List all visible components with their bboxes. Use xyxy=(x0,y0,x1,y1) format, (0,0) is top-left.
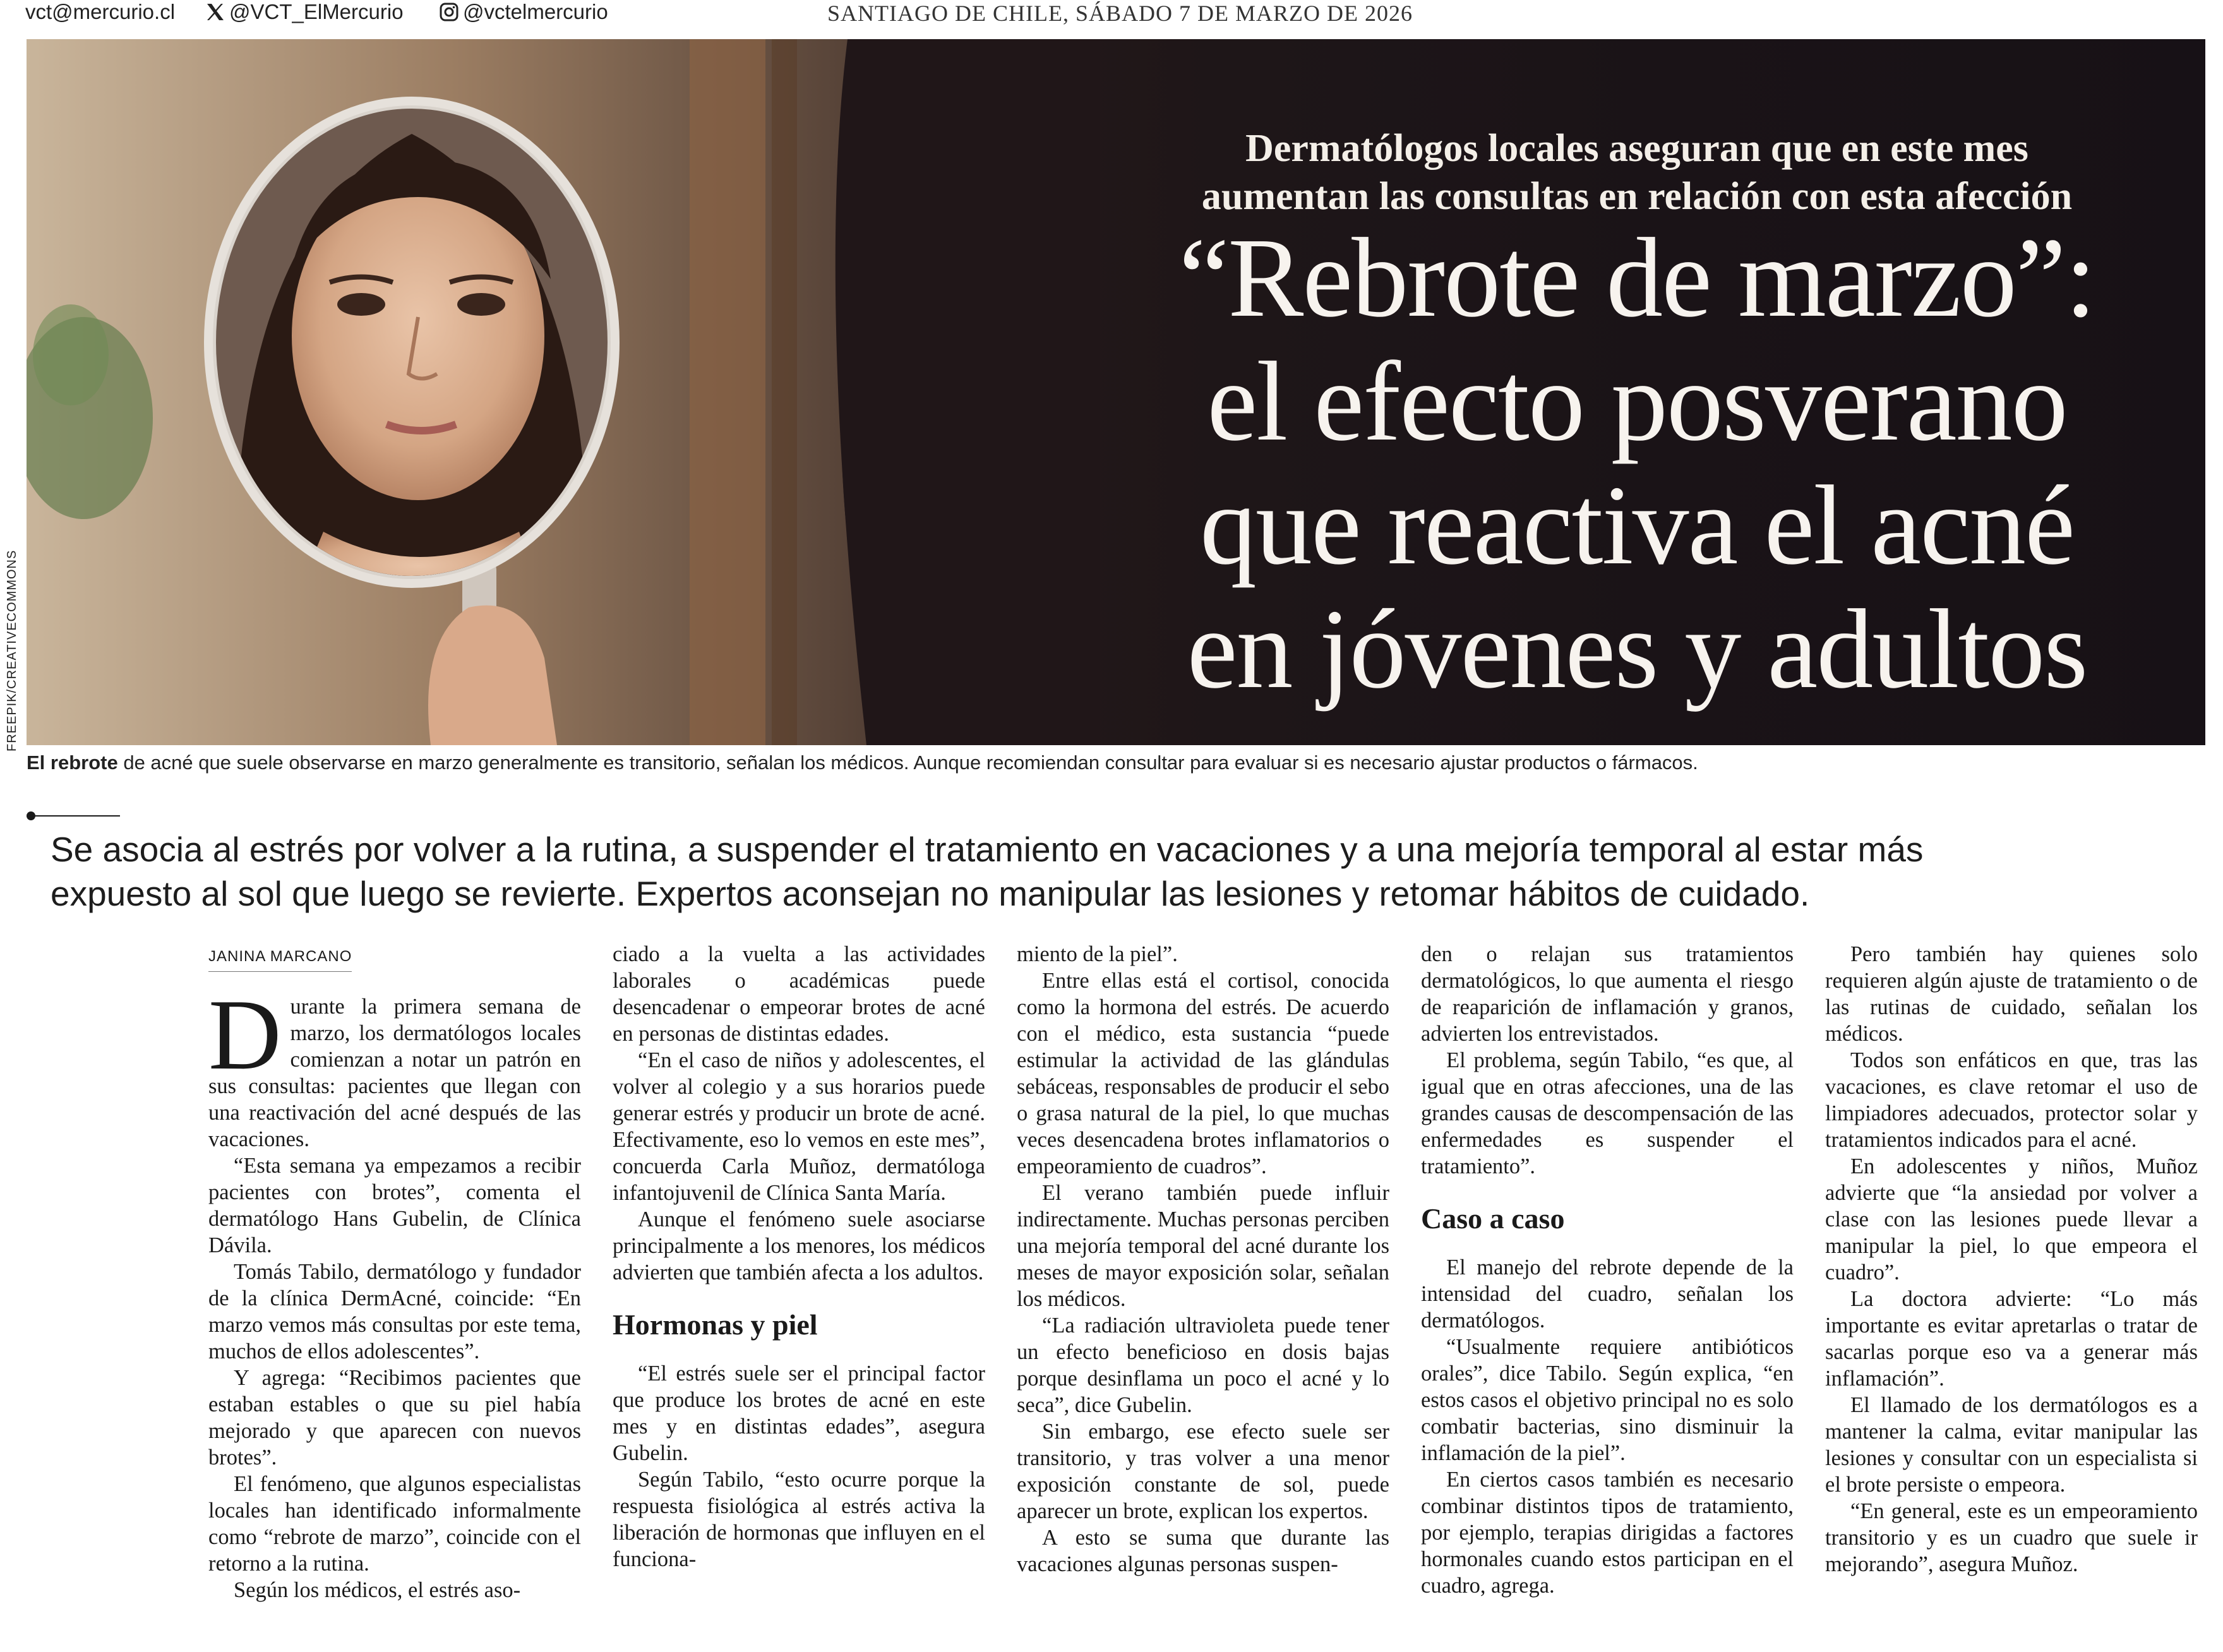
photo-caption xyxy=(27,751,2199,774)
article-column-2 xyxy=(613,941,985,1572)
headline-line-4: en jóvenes y adultos xyxy=(1187,586,2087,712)
article-column-4 xyxy=(1421,941,1794,1599)
paragraph: den o relajan sus tratamientos dermatológicos, lo que aumenta el riesgo de reaparición de inflamación y granos, advierten los entrevistados. xyxy=(1421,942,1794,1046)
headline-line-2: el efecto posverano xyxy=(1207,338,2067,464)
summary-line-2: expuesto al sol que luego se revierte. Expertos aconsejan no manipular las lesiones y retomar hábitos de cuidado. xyxy=(51,874,1810,913)
instagram-handle: @vctelmercurio xyxy=(463,0,608,23)
paragraph: Todos son enfáticos en que, tras las vacaciones, es clave retomar el uso de limpiadores adecuados, protector solar y tratamientos indicados para el acné. xyxy=(1825,1048,2198,1152)
article-column-1 xyxy=(208,941,581,1603)
paragraph: En ciertos casos también es necesario combinar distintos tipos de tratamiento, por ejemplo, terapias dirigidas a factores hormonales cuando estos participan en el cuadro, agrega. xyxy=(1421,1468,1794,1598)
article-column-5 xyxy=(1825,941,2198,1577)
headline xyxy=(1113,216,2161,711)
paragraph: El problema, según Tabilo, “es que, al igual que en otras afecciones, una de las grandes causas de descompensación de las enfermedades es suspender el tratamiento”. xyxy=(1421,1048,1794,1178)
x-handle: @VCT_ElMercurio xyxy=(229,0,404,23)
paragraph: La doctora advierte: “Lo más importante es evitar apretarlas o tratar de sacarlas porque eso va a generar más inflamación”. xyxy=(1825,1287,2198,1391)
kicker xyxy=(1113,124,2161,220)
paragraph: El fenómeno, que algunos especialistas locales han identificado informalmente como “rebrote de marzo”, coincide con el retorno a la rutina. xyxy=(208,1472,581,1576)
paragraph: Y agrega: “Recibimos pacientes que estaban estables o que su piel había mejorado y que aparecen con nuevos brotes”. xyxy=(208,1366,581,1469)
paragraph: Tomás Tabilo, dermatólogo y fundador de la clínica DermAcné, coincide: “En marzo vemos más consultas por este tema, muchos de ellos adolescentes”. xyxy=(208,1260,581,1363)
hero-photo xyxy=(27,39,2205,745)
paragraph: El verano también puede influir indirectamente. Muchas personas perciben una mejoría temporal del acné durante los meses de mayor exposición solar, señalan los médicos. xyxy=(1017,1181,1389,1311)
paragraph: Según Tabilo, “esto ocurre porque la respuesta fisiológica al estrés activa la liberación de hormonas que influyen en el funciona- xyxy=(613,1468,985,1571)
paragraph: A esto se suma que durante las vacaciones algunas personas suspen- xyxy=(1017,1526,1389,1576)
paragraph: urante la primera semana de marzo, los dermatólogos locales comienzan a notar un patrón en sus consultas: pacientes que llegan con una reactivación del acné después de las vacaciones. xyxy=(208,995,581,1151)
subhead-hormonas: Hormonas y piel xyxy=(613,1308,818,1341)
woman-mirror-photo xyxy=(27,39,1100,745)
photo-credit xyxy=(5,549,24,751)
paragraph: “Esta semana ya empezamos a recibir pacientes con brotes”, comenta el dermatólogo Hans Gubelin, de Clínica Dávila. xyxy=(208,1154,581,1257)
paragraph: “Usualmente requiere antibióticos orales”, dice Tabilo. Según explica, “en estos casos el objetivo principal no es solo combatir bacterias, sino disminuir la inflamación de la piel”. xyxy=(1421,1335,1794,1465)
paragraph: Aunque el fenómeno suele asociarse principalmente a los menores, los médicos advierten que también afecta a los adultos. xyxy=(613,1207,985,1284)
paragraph: miento de la piel”. xyxy=(1017,942,1178,966)
instagram-handle-group[interactable] xyxy=(439,0,608,24)
paragraph: Pero también hay quienes solo requieren algún ajuste de tratamiento o de las rutinas de cuidado, señalan los médicos. xyxy=(1825,942,2198,1046)
masthead-bar xyxy=(25,0,2198,28)
paragraph: Entre ellas está el cortisol, conocida como la hormona del estrés. De acuerdo con el médico, esta sustancia “puede estimular la actividad de las glándulas sebáceas, responsables de producir el sebo o grasa natural de la piel, lo que muchas veces desencadena brotes inflamatorios o empeoramiento de cuadros”. xyxy=(1017,969,1389,1178)
summary-line-1: Se asocia al estrés por volver a la rutina, a suspender el tratamiento en vacaciones y a una mejoría temporal al estar más xyxy=(51,830,1924,869)
paragraph: “En el caso de niños y adolescentes, el volver al colegio y a sus horarios puede generar estrés y producir un brote de acné. Efectivamente, eso lo vemos en este mes”, concuerda Carla Muñoz, dermatóloga infantojuvenil de Clínica Santa María. xyxy=(613,1048,985,1205)
paragraph: Según los médicos, el estrés aso- xyxy=(234,1578,521,1602)
paragraph: ciado a la vuelta a las actividades laborales o académicas puede desencadenar o empeorar brotes de acné en personas de distintas edades. xyxy=(613,942,985,1046)
instagram-logo-icon xyxy=(439,2,459,22)
caption-lead: El rebrote xyxy=(27,751,118,774)
x-logo-icon xyxy=(205,2,225,22)
byline: JANINA MARCANO xyxy=(208,943,352,972)
dateline: SANTIAGO DE CHILE, SÁBADO 7 DE MARZO DE 2026 xyxy=(827,1,1413,26)
summary-lead xyxy=(51,827,2185,916)
subhead-caso-a-caso: Caso a caso xyxy=(1421,1202,1565,1235)
article-column-3 xyxy=(1017,941,1389,1577)
contact-email[interactable]: vct@mercurio.cl xyxy=(25,0,176,23)
x-handle-group[interactable] xyxy=(205,0,404,24)
paragraph: “La radiación ultravioleta puede tener un efecto beneficioso en dosis bajas porque desinflama un poco el acné y lo seca”, dice Gubelin. xyxy=(1017,1314,1389,1417)
paragraph: El manejo del rebrote depende de la intensidad del cuadro, señalan los dermatólogos. xyxy=(1421,1255,1794,1332)
paragraph: El llamado de los dermatólogos es a mantener la calma, evitar manipular las lesiones y consultar con un especialista si el brote persiste o empeora. xyxy=(1825,1393,2198,1497)
headline-line-3: que reactiva el acné xyxy=(1199,462,2074,588)
drop-cap: D xyxy=(208,978,282,1091)
caption-text: de acné que suele observarse en marzo generalmente es transitorio, señalan los médicos. Aunque recomiendan consultar para evaluar si es necesario ajustar productos o fármacos. xyxy=(117,751,1698,774)
headline-line-1: “Rebrote de marzo”: xyxy=(1178,215,2095,340)
paragraph: Sin embargo, ese efecto suele ser transitorio, y tras volver a una menor exposición constante de sol, puede aparecer un brote, explican los expertos. xyxy=(1017,1420,1389,1523)
kicker-line-2: aumentan las consultas en relación con esta afección xyxy=(1201,175,2073,218)
kicker-line-1: Dermatólogos locales aseguran que en este mes xyxy=(1245,127,2028,170)
paragraph: En adolescentes y niños, Muñoz advierte que “la ansiedad por volver a clase con las lesiones puede llevar a manipular la piel, lo que empeora el cuadro”. xyxy=(1825,1154,2198,1284)
photo-credit-text: FREEPIK/CREATIVECOMMONS xyxy=(5,549,19,751)
article-body xyxy=(0,941,2223,1648)
paragraph: “El estrés suele ser el principal factor que produce los brotes de acné en este mes y en distintas edades”, asegura Gubelin. xyxy=(613,1362,985,1465)
section-rule-line xyxy=(33,815,120,817)
paragraph: “En general, este es un empeoramiento transitorio y es un cuadro que suele ir mejorando”, asegura Muñoz. xyxy=(1825,1499,2198,1576)
